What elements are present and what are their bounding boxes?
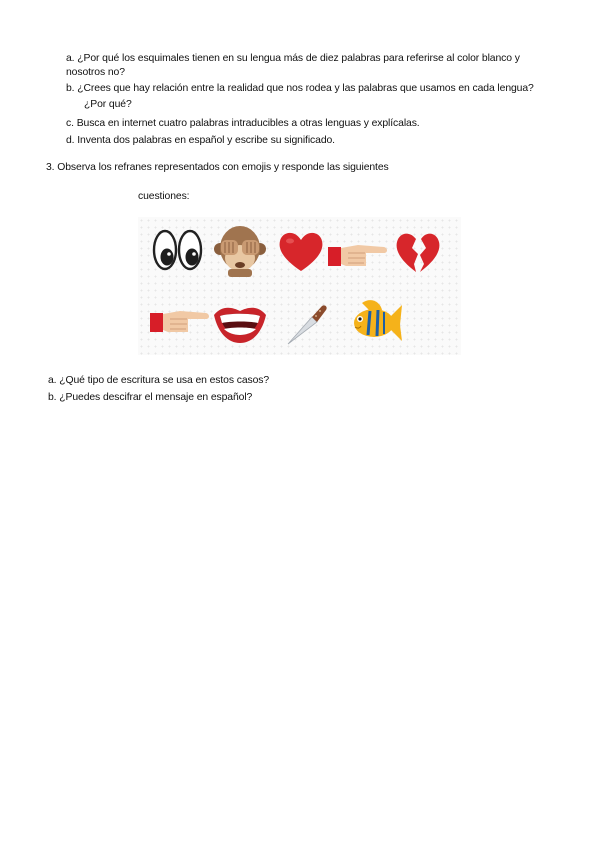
question-b-continuation: ¿Por qué? (84, 99, 132, 110)
pointing-hand-icon (150, 305, 210, 337)
list-marker: b. (66, 83, 75, 94)
red-heart-icon (277, 229, 325, 273)
question-text: ¿Qué tipo de escritura se usa en estos casos? (59, 375, 270, 386)
section-heading-text: Observa los refranes representados con emojis y responde las siguientes (57, 162, 389, 173)
smiling-mouth-icon (212, 301, 268, 345)
section-number: 3. (46, 162, 55, 173)
question-3b (48, 391, 252, 405)
list-marker: c. (66, 118, 74, 129)
knife-icon (284, 303, 330, 347)
list-marker: d. (66, 135, 75, 146)
see-no-evil-monkey-icon (214, 222, 266, 278)
question-3a (48, 374, 269, 388)
question-text: Busca en internet cuatro palabras intraducibles a otras lenguas y explícalas. (76, 118, 420, 129)
question-b (66, 82, 534, 96)
section-3-heading-continuation: cuestiones: (138, 191, 190, 202)
question-c (66, 117, 420, 131)
tropical-fish-icon (350, 295, 404, 349)
question-text: ¿Por qué los esquimales tienen en su lengua más de diez palabras para referirse al color blanco y (77, 53, 520, 64)
list-marker: a. (48, 375, 57, 386)
question-text: ¿Crees que hay relación entre la realidad que nos rodea y las palabras que usamos en cada lengua? (77, 83, 534, 94)
eyes-icon (152, 223, 204, 277)
section-3-heading (46, 161, 389, 175)
pointing-hand-icon (328, 239, 388, 271)
question-text: ¿Puedes descifrar el mensaje en español? (59, 392, 253, 403)
list-marker: b. (48, 392, 57, 403)
broken-heart-icon (394, 230, 442, 274)
question-a (66, 52, 520, 66)
emoji-panel (138, 217, 461, 355)
question-d (66, 134, 335, 148)
list-marker: a. (66, 53, 75, 64)
question-text: Inventa dos palabras en español y escribe su significado. (77, 135, 335, 146)
question-a-continuation: nosotros no? (66, 67, 125, 78)
